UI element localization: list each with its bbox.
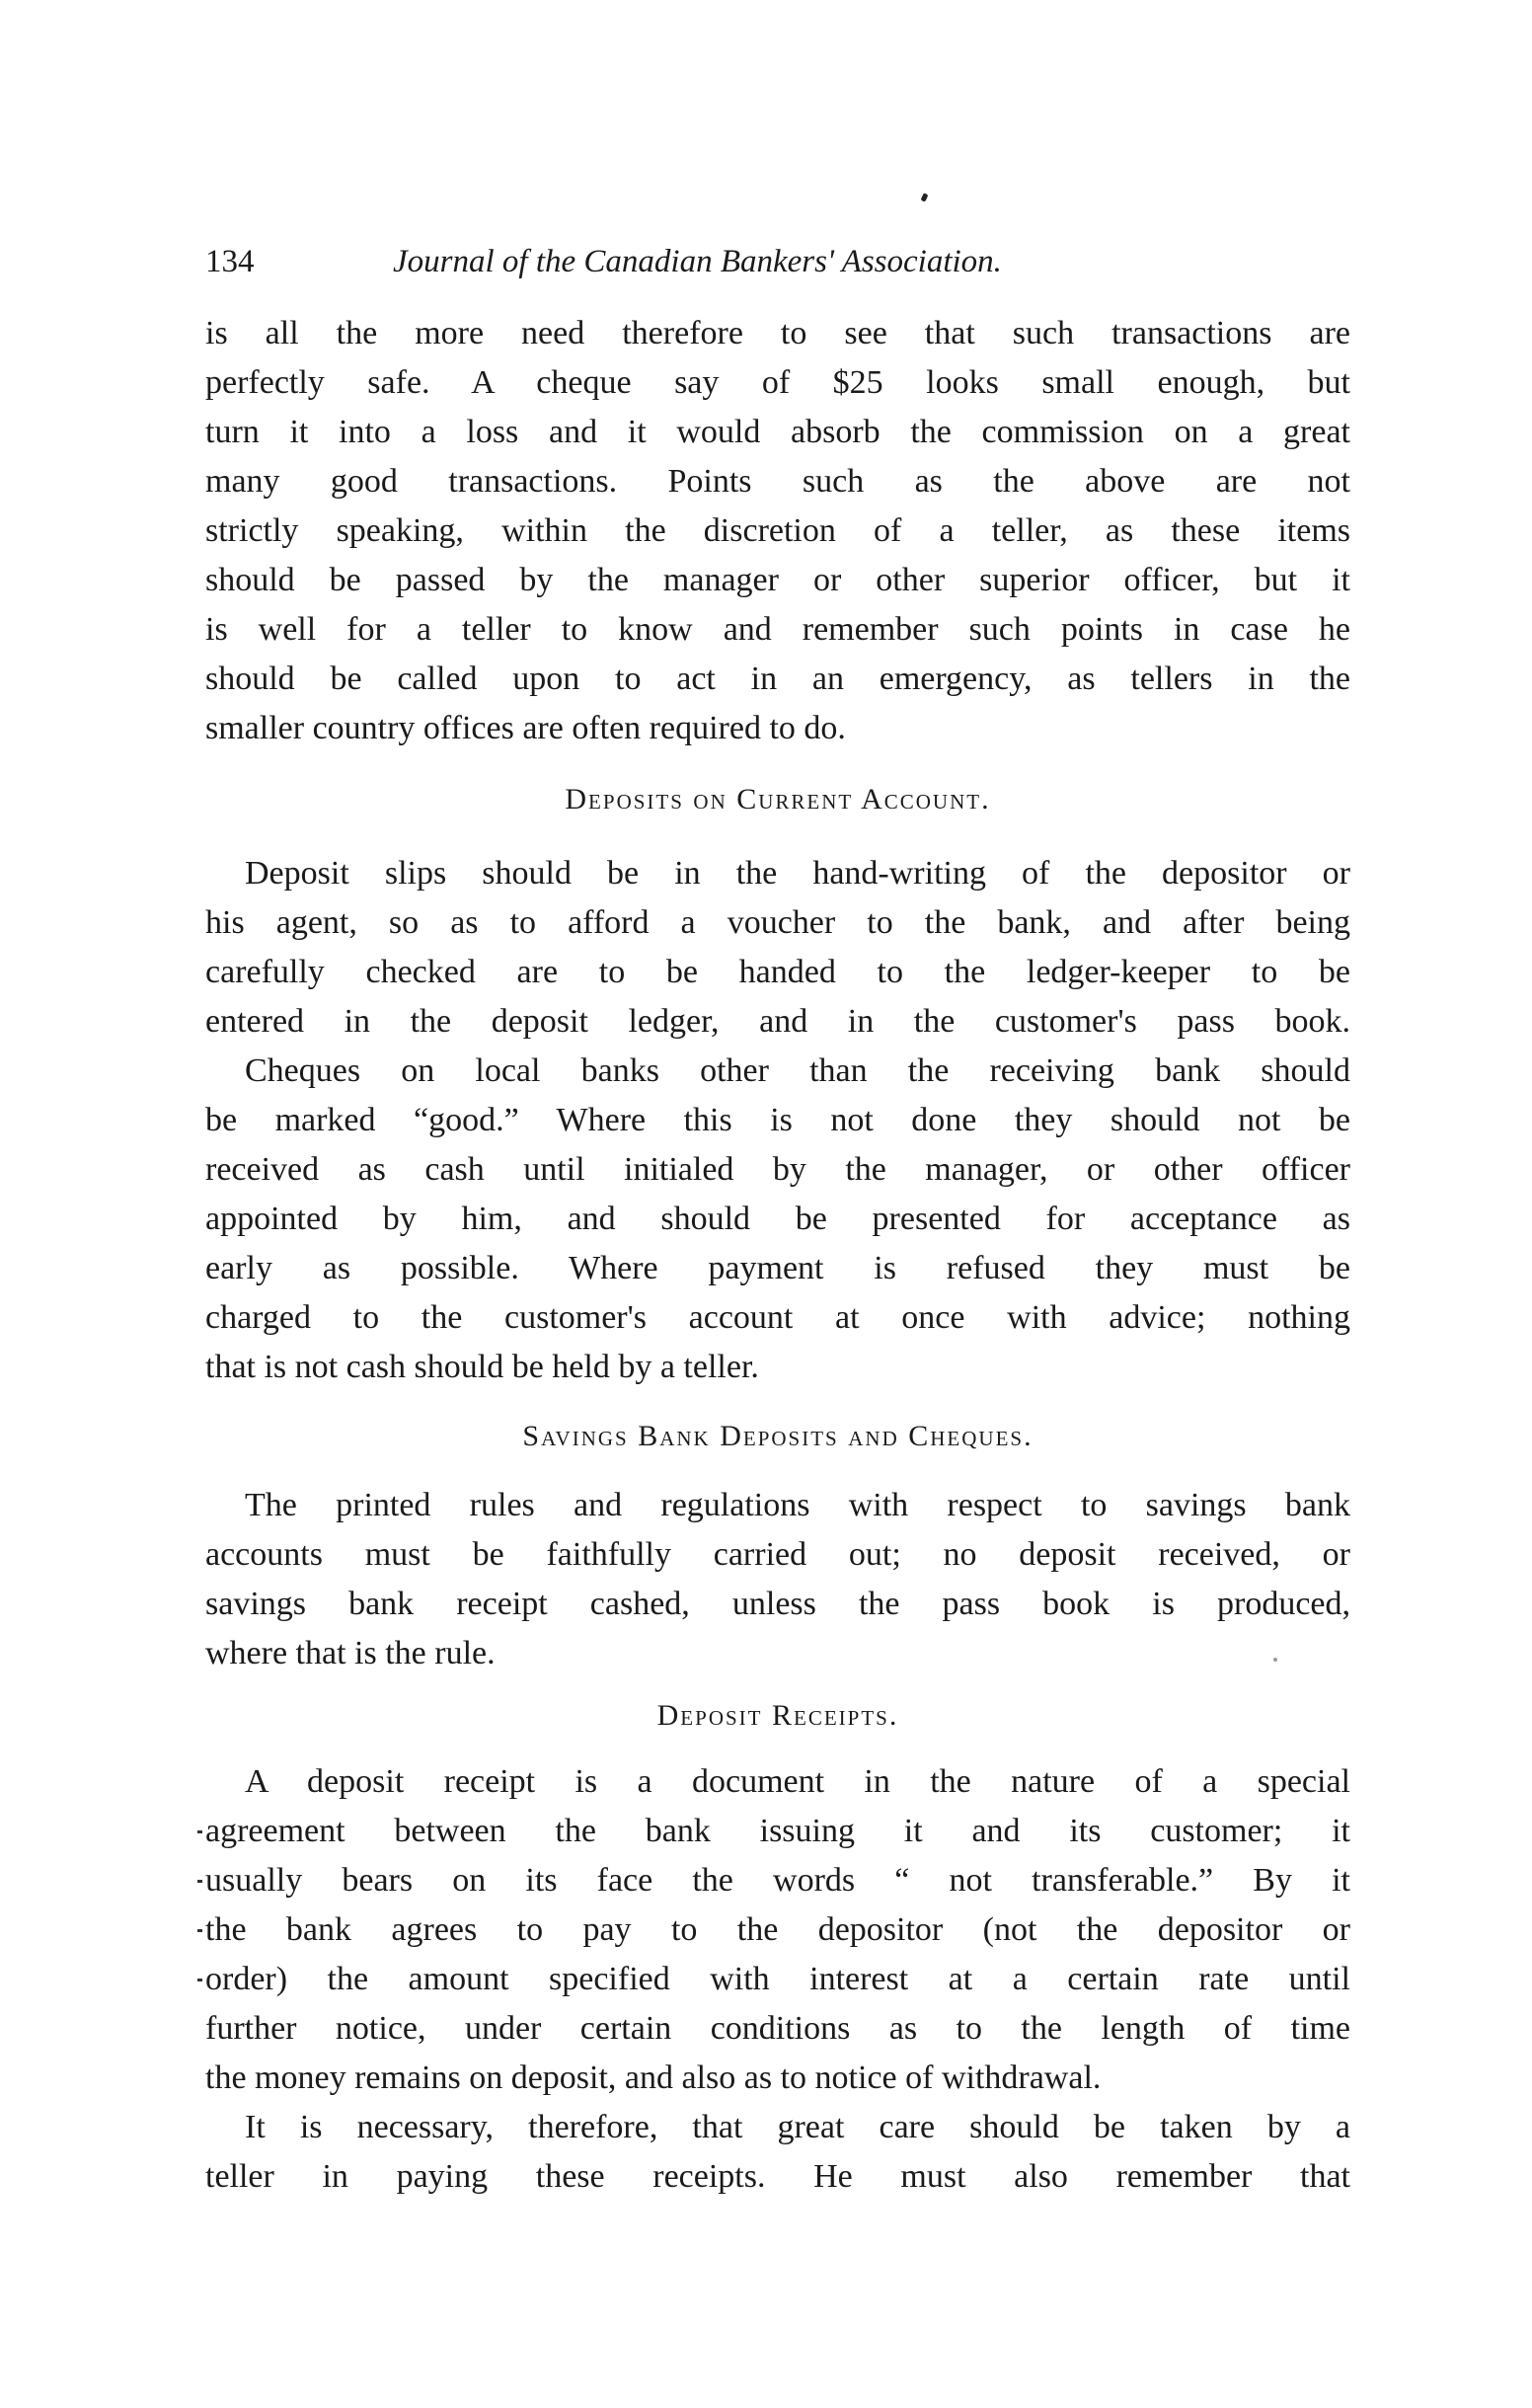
text-line: charged to the customer's account at once with advice; nothing bbox=[205, 1299, 1350, 1336]
running-head bbox=[205, 242, 1192, 281]
text-line: entered in the deposit ledger, and in the customer's pass book. bbox=[205, 1003, 1350, 1040]
text-line: usually bears on its face the words “ not transferable.” By it bbox=[205, 1862, 1350, 1899]
text-line: accounts must be faithfully carried out; no deposit received, or bbox=[205, 1536, 1350, 1573]
text-line: is all the more need therefore to see that such transactions are bbox=[205, 315, 1350, 351]
text-line: perfectly safe. A cheque say of $25 looks small enough, but bbox=[205, 364, 1350, 401]
text-line: Cheques on local banks other than the receiving bank should bbox=[245, 1052, 1350, 1089]
text-line: is well for a teller to know and remember such points in case he bbox=[205, 611, 1350, 648]
text-line: be marked “good.” Where this is not done they should not be bbox=[205, 1102, 1350, 1138]
text-line: the money remains on deposit, and also as to notice of withdrawal. bbox=[205, 2059, 1102, 2096]
text-line: It is necessary, therefore, that great care should be taken by a bbox=[245, 2109, 1350, 2145]
text-line: turn it into a loss and it would absorb the commission on a great bbox=[205, 414, 1350, 450]
text-line: savings bank receipt cashed, unless the pass book is produced, bbox=[205, 1586, 1350, 1622]
margin-tick bbox=[197, 1979, 202, 1981]
text-line: the bank agrees to pay to the depositor (not the depositor or bbox=[205, 1911, 1350, 1948]
text-line: many good transactions. Points such as the above are not bbox=[205, 463, 1350, 500]
margin-tick bbox=[197, 1929, 202, 1932]
stray-mark bbox=[1273, 1658, 1277, 1662]
margin-tick bbox=[197, 1880, 202, 1883]
journal-title: Journal of the Canadian Bankers' Association. bbox=[393, 244, 1002, 279]
text-line: teller in paying these receipts. He must also remember that bbox=[205, 2158, 1350, 2195]
text-line: A deposit receipt is a document in the nature of a special bbox=[245, 1763, 1350, 1800]
ink-speck bbox=[921, 193, 929, 201]
text-line: strictly speaking, within the discretion of a teller, as these items bbox=[205, 512, 1350, 549]
text-line: that is not cash should be held by a teller. bbox=[205, 1349, 759, 1385]
text-line: should be called upon to act in an emergency, as tellers in the bbox=[205, 660, 1350, 697]
text-line: carefully checked are to be handed to the ledger-keeper to be bbox=[205, 954, 1350, 990]
text-line: The printed rules and regulations with respect to savings bank bbox=[245, 1487, 1350, 1523]
section-heading-savings-bank: Savings Bank Deposits and Cheques. bbox=[522, 1420, 1034, 1452]
text-line: Deposit slips should be in the hand-writing of the depositor or bbox=[245, 855, 1350, 892]
text-line: appointed by him, and should be presented for acceptance as bbox=[205, 1201, 1350, 1237]
section-heading-current-account: Deposits on Current Account. bbox=[565, 783, 991, 816]
text-line: smaller country offices are often required to do. bbox=[205, 710, 846, 746]
text-line: further notice, under certain conditions as to the length of time bbox=[205, 2010, 1350, 2047]
text-line: his agent, so as to afford a voucher to the bank, and after being bbox=[205, 904, 1350, 941]
page-number: 134 bbox=[205, 244, 255, 279]
text-line: received as cash until initialed by the manager, or other officer bbox=[205, 1151, 1350, 1188]
text-line: where that is the rule. bbox=[205, 1635, 496, 1671]
text-line: order) the amount specified with interest at a certain rate until bbox=[205, 1961, 1350, 1997]
margin-tick bbox=[197, 1830, 202, 1833]
text-line: early as possible. Where payment is refused they must be bbox=[205, 1250, 1350, 1286]
text-line: should be passed by the manager or other superior officer, but it bbox=[205, 562, 1350, 598]
text-line: agreement between the bank issuing it and its customer; it bbox=[205, 1813, 1350, 1849]
section-heading-deposit-receipts: Deposit Receipts. bbox=[656, 1699, 899, 1732]
